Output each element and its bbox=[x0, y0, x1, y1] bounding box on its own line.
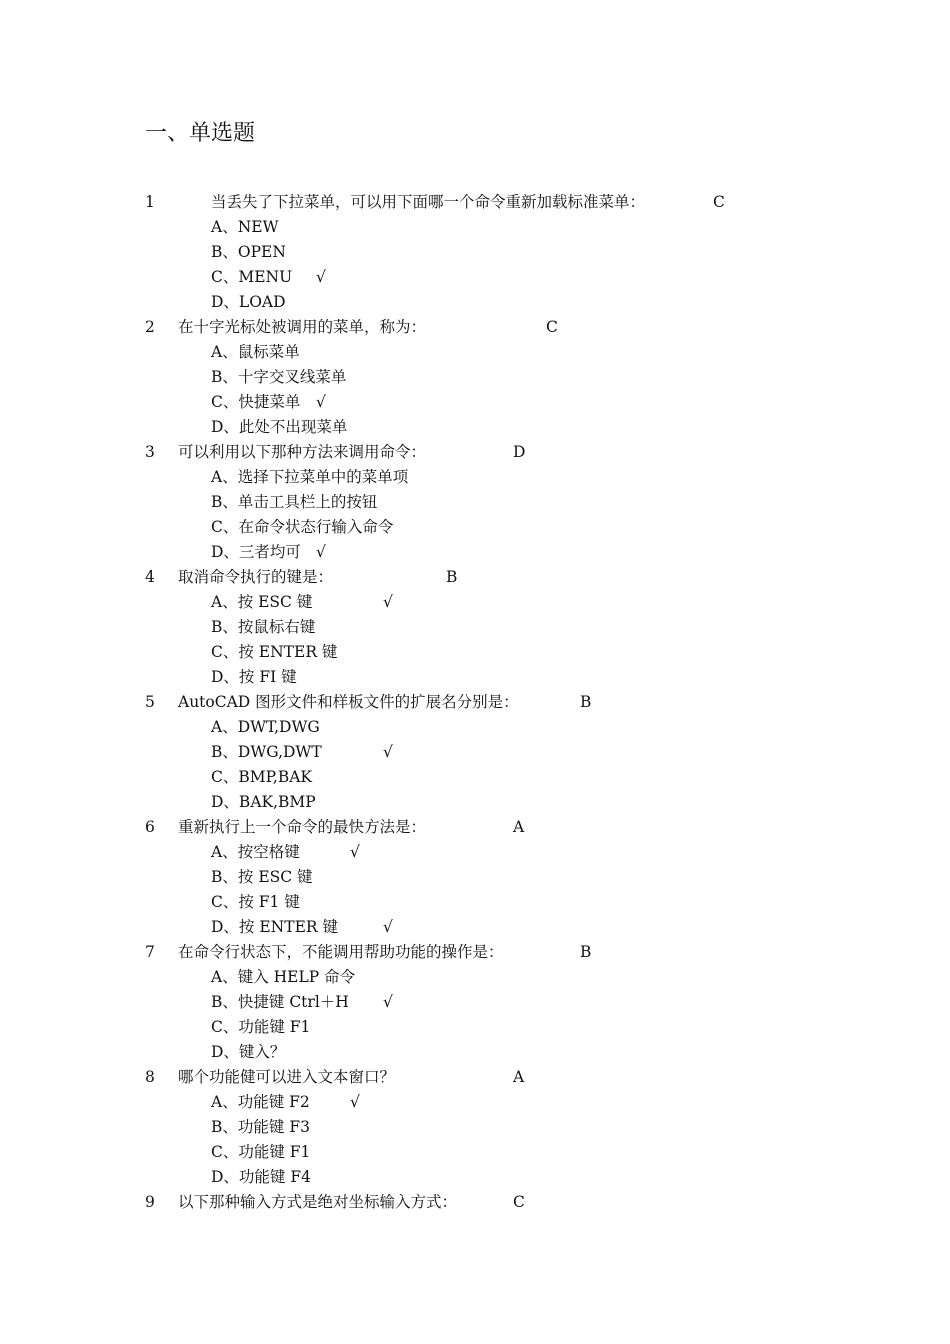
option-text: B、按 ESC 键 bbox=[211, 868, 313, 886]
option-row bbox=[0, 1140, 950, 1165]
question-number: 8 bbox=[145, 1068, 155, 1086]
option-row bbox=[0, 590, 950, 615]
checkmark: √ bbox=[350, 843, 360, 861]
option-text: B、DWG,DWT bbox=[211, 743, 322, 761]
question-number: 7 bbox=[145, 943, 155, 961]
question-number: 4 bbox=[145, 568, 155, 586]
option-row bbox=[0, 715, 950, 740]
option-text: C、MENU bbox=[211, 268, 293, 286]
section-title: 一、单选题 bbox=[145, 121, 256, 146]
option-text: D、键入？ bbox=[211, 1043, 286, 1061]
checkmark: √ bbox=[350, 1093, 360, 1111]
option-row bbox=[0, 790, 950, 815]
option-text: C、在命令状态行输入命令 bbox=[211, 518, 394, 536]
option-row bbox=[0, 765, 950, 790]
option-row bbox=[0, 1115, 950, 1140]
option-text: B、十字交叉线菜单 bbox=[211, 368, 347, 386]
option-text: B、快捷键 Ctrl＋H bbox=[211, 993, 349, 1011]
option-row bbox=[0, 290, 950, 315]
question-row bbox=[0, 565, 950, 590]
question-text: 哪个功能健可以进入文本窗口？ bbox=[178, 1068, 396, 1086]
option-text: A、按 ESC 键 bbox=[211, 593, 313, 611]
question-text: 在十字光标处被调用的菜单，称为： bbox=[178, 318, 427, 336]
option-text: A、按空格键 bbox=[211, 843, 300, 861]
option-row bbox=[0, 340, 950, 365]
answer-key: A bbox=[513, 1068, 525, 1086]
checkmark: √ bbox=[383, 918, 393, 936]
answer-key: B bbox=[580, 943, 592, 961]
option-text: D、此处不出现菜单 bbox=[211, 418, 348, 436]
option-row bbox=[0, 540, 950, 565]
question-number: 1 bbox=[145, 193, 155, 211]
question-number: 5 bbox=[145, 693, 155, 711]
option-text: C、BMP,BAK bbox=[211, 768, 312, 786]
option-row bbox=[0, 490, 950, 515]
option-row bbox=[0, 665, 950, 690]
option-text: C、快捷菜单 bbox=[211, 393, 301, 411]
option-text: A、键入 HELP 命令 bbox=[211, 968, 356, 986]
checkmark: √ bbox=[383, 743, 393, 761]
option-row bbox=[0, 740, 950, 765]
option-text: A、功能键 F2 bbox=[211, 1093, 310, 1111]
option-row bbox=[0, 615, 950, 640]
option-text: D、功能键 F4 bbox=[211, 1168, 311, 1186]
option-row bbox=[0, 240, 950, 265]
option-text: C、按 F1 键 bbox=[211, 893, 300, 911]
option-text: B、按鼠标右键 bbox=[211, 618, 316, 636]
checkmark: √ bbox=[383, 593, 393, 611]
question-row bbox=[0, 1065, 950, 1090]
question-text: AutoCAD 图形文件和样板文件的扩展名分别是： bbox=[178, 693, 519, 711]
option-text: A、鼠标菜单 bbox=[211, 343, 300, 361]
question-number: 9 bbox=[145, 1193, 155, 1211]
question-row bbox=[0, 315, 950, 340]
question-text: 重新执行上一个命令的最快方法是： bbox=[178, 818, 427, 836]
question-list bbox=[0, 190, 950, 1215]
option-text: C、按 ENTER 键 bbox=[211, 643, 338, 661]
answer-key: D bbox=[513, 443, 526, 461]
question-text: 可以利用以下那种方法来调用命令： bbox=[178, 443, 427, 461]
checkmark: √ bbox=[316, 393, 326, 411]
option-text: C、功能键 F1 bbox=[211, 1018, 311, 1036]
question-row bbox=[0, 690, 950, 715]
question-text: 在命令行状态下，不能调用帮助功能的操作是： bbox=[178, 943, 504, 961]
question-text: 当丢失了下拉菜单，可以用下面哪一个命令重新加载标准菜单： bbox=[211, 193, 646, 211]
question-number: 6 bbox=[145, 818, 155, 836]
option-text: A、选择下拉菜单中的菜单项 bbox=[211, 468, 409, 486]
question-row bbox=[0, 815, 950, 840]
option-text: D、三者均可 bbox=[211, 543, 301, 561]
option-row bbox=[0, 265, 950, 290]
answer-key: B bbox=[446, 568, 458, 586]
question-row bbox=[0, 190, 950, 215]
option-row bbox=[0, 1040, 950, 1065]
option-text: B、单击工具栏上的按钮 bbox=[211, 493, 378, 511]
option-row bbox=[0, 840, 950, 865]
checkmark: √ bbox=[383, 993, 393, 1011]
answer-key: A bbox=[513, 818, 525, 836]
option-text: D、按 FI 键 bbox=[211, 668, 297, 686]
option-row bbox=[0, 215, 950, 240]
question-text: 取消命令执行的键是： bbox=[178, 568, 334, 586]
question-number: 3 bbox=[145, 443, 155, 461]
option-row bbox=[0, 1165, 950, 1190]
answer-key: C bbox=[713, 193, 725, 211]
option-text: A、DWT,DWG bbox=[211, 718, 320, 736]
option-row bbox=[0, 415, 950, 440]
option-row bbox=[0, 465, 950, 490]
checkmark: √ bbox=[316, 268, 326, 286]
question-text: 以下那种输入方式是绝对坐标输入方式： bbox=[178, 1193, 458, 1211]
option-row bbox=[0, 1090, 950, 1115]
question-row bbox=[0, 440, 950, 465]
option-row bbox=[0, 1015, 950, 1040]
option-row bbox=[0, 890, 950, 915]
checkmark: √ bbox=[316, 543, 326, 561]
option-text: D、按 ENTER 键 bbox=[211, 918, 338, 936]
option-row bbox=[0, 965, 950, 990]
option-text: D、BAK,BMP bbox=[211, 793, 316, 811]
answer-key: C bbox=[513, 1193, 525, 1211]
option-row bbox=[0, 365, 950, 390]
option-row bbox=[0, 515, 950, 540]
option-row bbox=[0, 640, 950, 665]
option-row bbox=[0, 390, 950, 415]
option-row bbox=[0, 915, 950, 940]
option-text: B、OPEN bbox=[211, 243, 286, 261]
option-row bbox=[0, 990, 950, 1015]
question-row bbox=[0, 940, 950, 965]
answer-key: B bbox=[580, 693, 592, 711]
question-number: 2 bbox=[145, 318, 155, 336]
answer-key: C bbox=[546, 318, 558, 336]
option-row bbox=[0, 865, 950, 890]
question-row bbox=[0, 1190, 950, 1215]
option-text: B、功能键 F3 bbox=[211, 1118, 310, 1136]
option-text: A、NEW bbox=[211, 218, 279, 236]
option-text: D、LOAD bbox=[211, 293, 286, 311]
option-text: C、功能键 F1 bbox=[211, 1143, 311, 1161]
